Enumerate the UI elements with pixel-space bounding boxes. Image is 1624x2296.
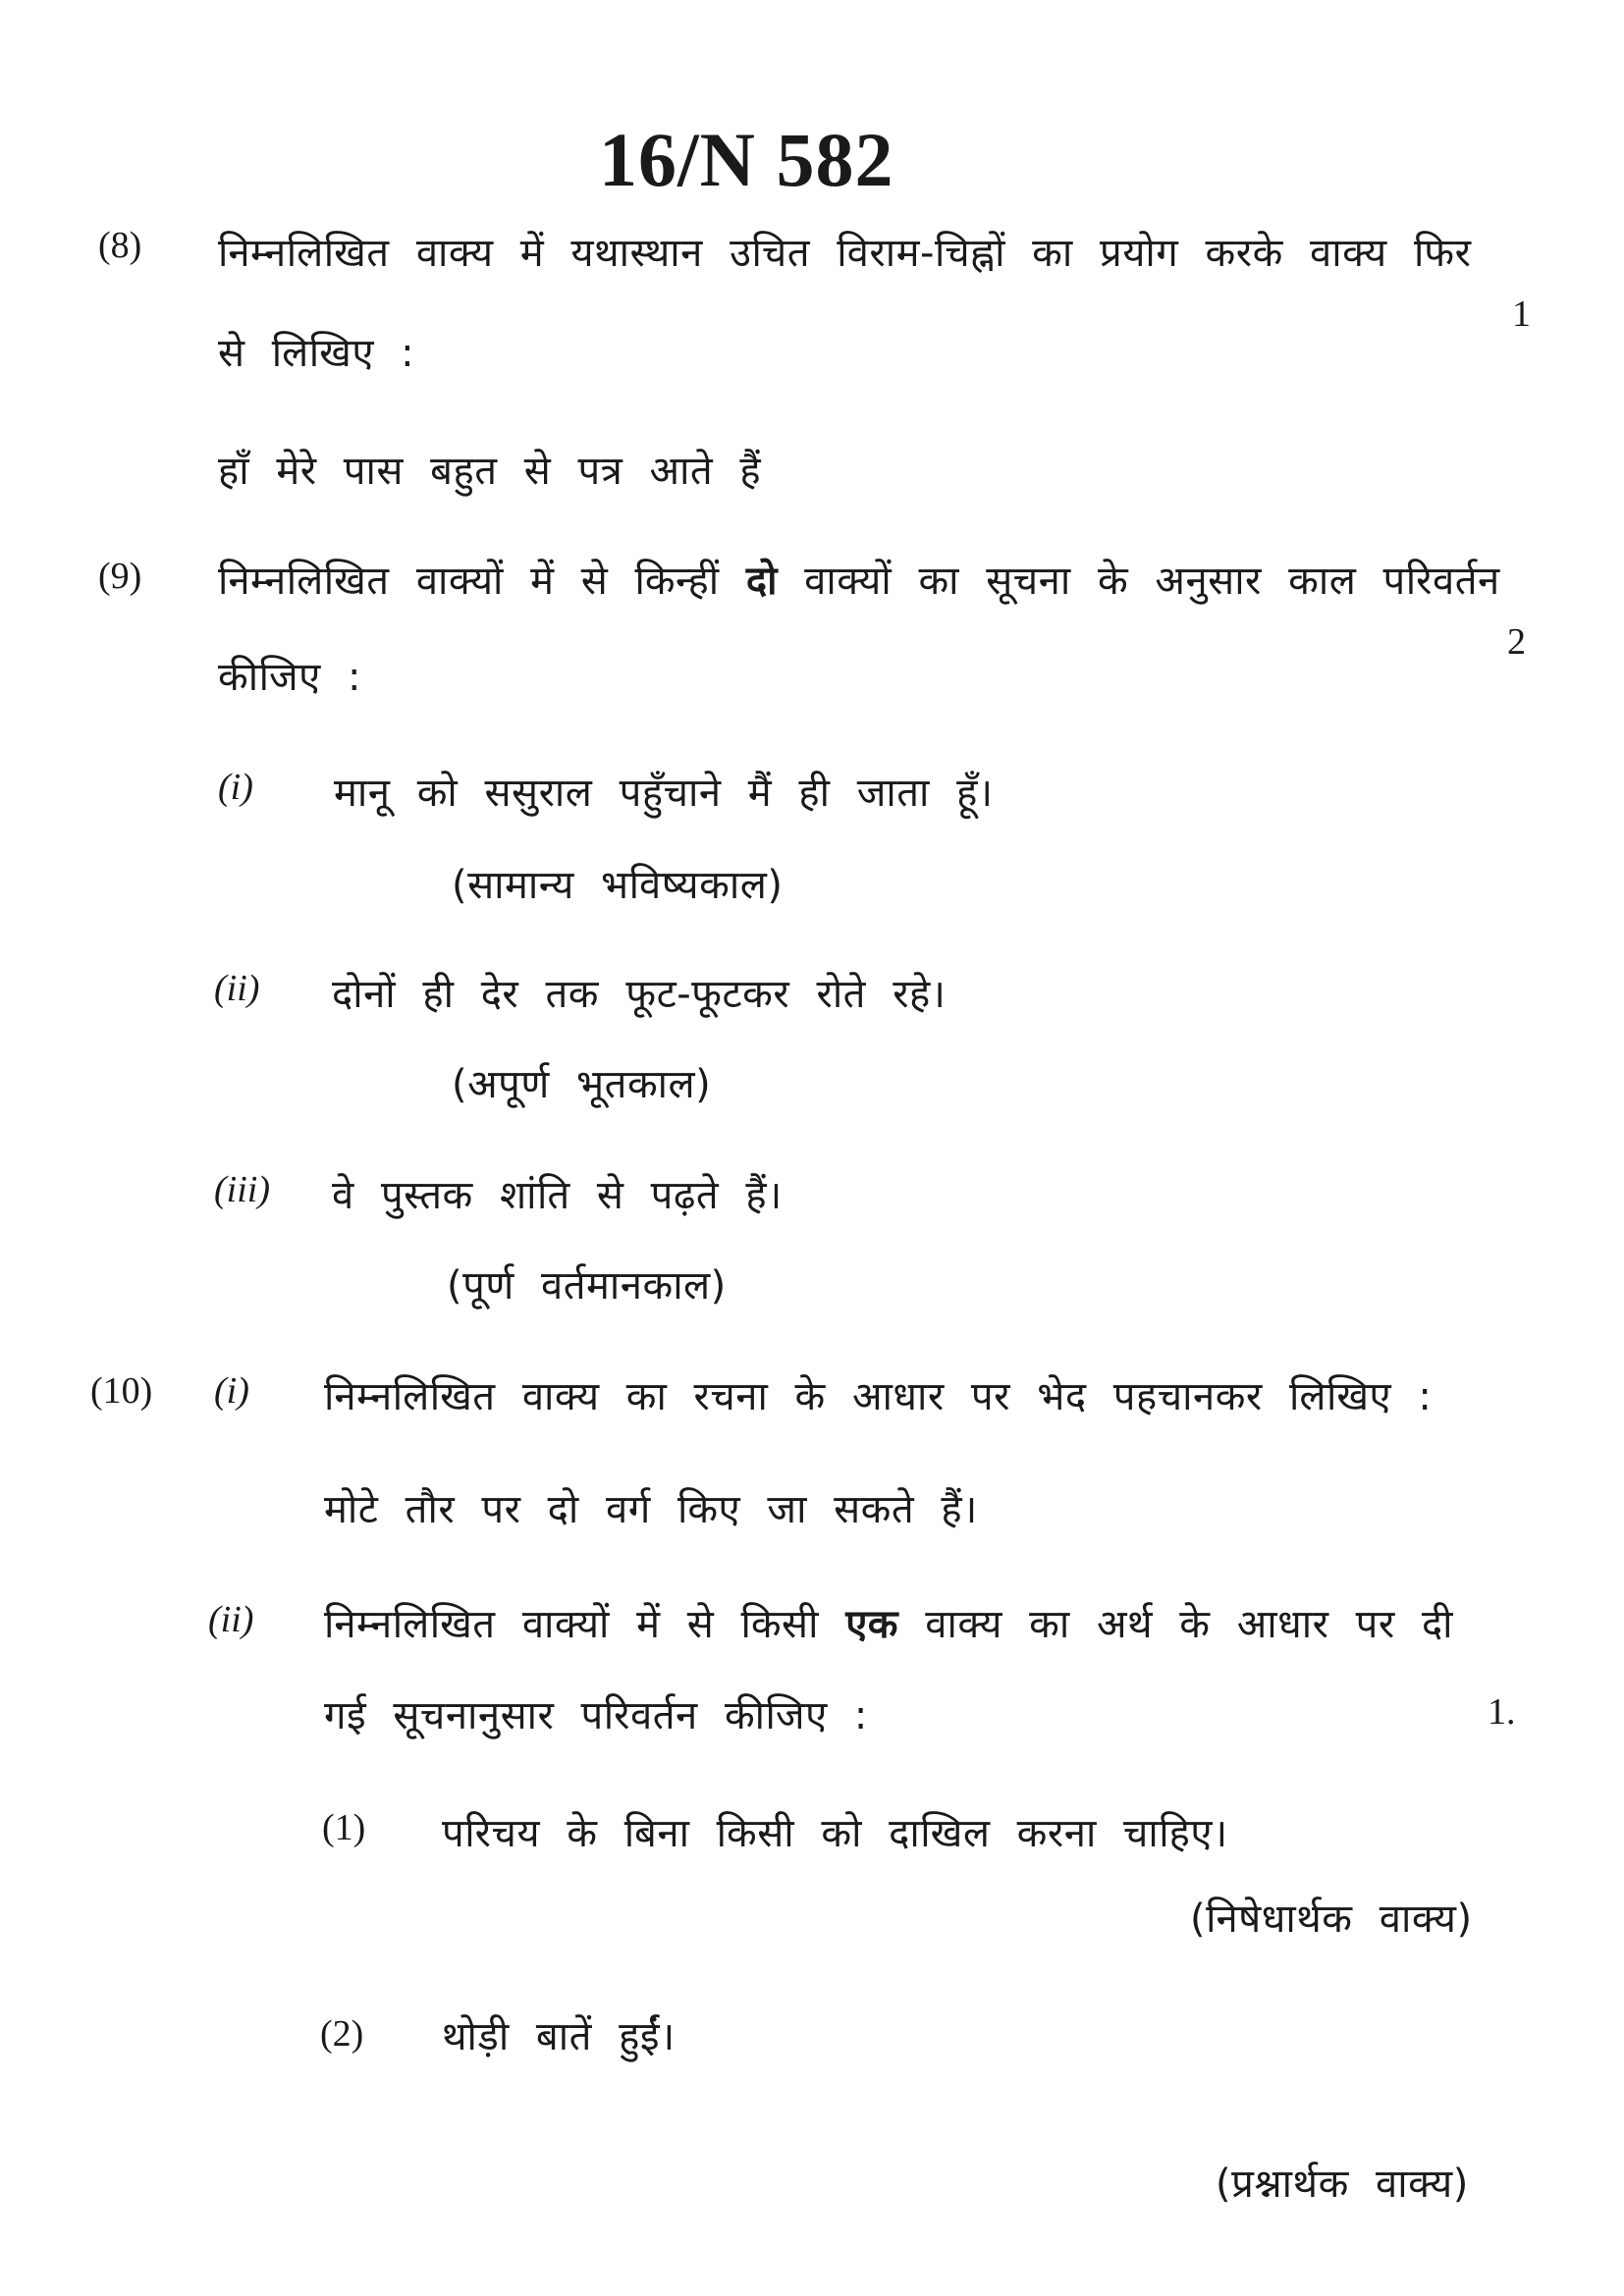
item-hint: (प्रश्नार्थक वाक्य) — [1216, 2162, 1469, 2207]
question-text-line2: कीजिए : — [218, 655, 361, 700]
item-label: (iii) — [214, 1169, 270, 1210]
question-number: (9) — [98, 556, 142, 597]
sentence: हाँ मेरे पास बहुत से पत्र आते हैं — [218, 449, 762, 494]
part-text-line1 — [324, 1595, 1453, 1649]
marks: 2 — [1507, 621, 1526, 663]
item-text: वे पुस्तक शांति से पढ़ते हैं। — [332, 1173, 783, 1218]
item-text: मानू को ससुराल पहुँचाने मैं ही जाता हूँ। — [334, 771, 994, 816]
question-number: (10) — [90, 1370, 153, 1412]
paper-code: 16/N 582 — [599, 117, 894, 202]
item-text: दोनों ही देर तक फूट-फूटकर रोते रहे। — [332, 972, 947, 1017]
emphasis-word: एक — [845, 1602, 899, 1647]
part-text-line2: गई सूचनानुसार परिवर्तन कीजिए : — [324, 1693, 868, 1738]
item-label: (ii) — [214, 968, 260, 1009]
item-text: परिचय के बिना किसी को दाखिल करना चाहिए। — [442, 1811, 1228, 1856]
item-label: (1) — [322, 1807, 366, 1848]
part-text-line1: निम्नलिखित वाक्य का रचना के आधार पर भेद पहचानकर लिखिए : — [324, 1374, 1433, 1419]
item-hint: (पूर्ण वर्तमानकाल) — [447, 1263, 727, 1308]
sentence: मोटे तौर पर दो वर्ग किए जा सकते हैं। — [324, 1487, 978, 1532]
question-text-line2: से लिखिए : — [218, 331, 415, 376]
item-hint: (सामान्य भविष्यकाल) — [452, 863, 784, 908]
part-label: (i) — [214, 1370, 249, 1412]
item-label: (2) — [320, 2013, 364, 2055]
marks: 1 — [1512, 294, 1531, 335]
text-part: निम्नलिखित वाक्यों में से किसी — [324, 1602, 819, 1647]
item-text: थोड़ी बातें हुईं। — [442, 2014, 676, 2059]
item-hint: (अपूर्ण भूतकाल) — [452, 1062, 712, 1107]
text-part: निम्नलिखित वाक्यों में से किन्हीं — [218, 559, 720, 604]
text-part: वाक्य का अर्थ के आधार पर दी — [925, 1602, 1454, 1647]
question-number: (8) — [98, 225, 142, 266]
question-text-line1 — [218, 552, 1500, 606]
item-label: (i) — [218, 767, 253, 808]
item-hint: (निषेधार्थक वाक्य) — [1190, 1896, 1473, 1942]
emphasis-word: दो — [745, 559, 778, 604]
marks: 1. — [1488, 1691, 1516, 1733]
text-part: वाक्यों का सूचना के अनुसार काल परिवर्तन — [804, 559, 1500, 604]
question-text-line1: निम्नलिखित वाक्य में यथास्थान उचित विराम-चिह्नों का प्रयोग करके वाक्य फिर — [218, 231, 1472, 276]
part-label: (ii) — [208, 1599, 254, 1640]
